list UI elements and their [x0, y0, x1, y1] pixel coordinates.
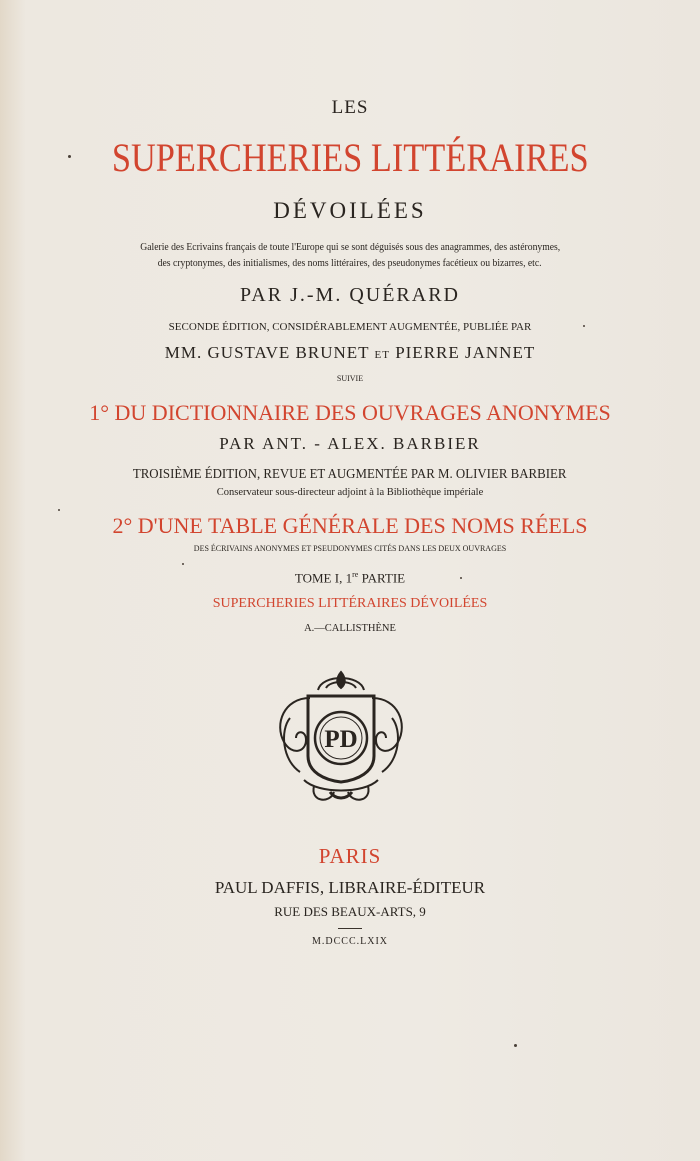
tome-sup-text: re [352, 570, 359, 579]
tome-title-text: SUPERCHERIES LITTÉRAIRES DÉVOILÉES [212, 596, 488, 611]
dictionnaire-text: 1° DU DICTIONNAIRE DES OUVRAGES ANONYMES [89, 400, 611, 425]
barbier-text: PAR ANT. - ALEX. BARBIER [219, 434, 481, 453]
gallery-line-2-text: des cryptonymes, des initialismes, des noms littéraires, des pseudonymes facétieux ou bizarres, etc. [158, 258, 542, 269]
title-les [0, 98, 700, 117]
divider [338, 928, 362, 929]
address-text: RUE DES BEAUX-ARTS, 9 [274, 904, 426, 919]
main-title [0, 135, 700, 180]
table-sub-text: DES ÉCRIVAINS ANONYMES ET PSEUDONYMES CITÉS DANS LES DEUX OUVRAGES [193, 544, 507, 553]
author-text: PAR J.-M. QUÉRARD [240, 284, 460, 306]
editors-et-text: ET [374, 349, 390, 361]
tome-line [0, 571, 700, 584]
conservateur-text: Conservateur sous-directeur adjoint à la Bibliothèque impériale [216, 487, 484, 498]
suivie-text: SUIVIE [336, 374, 364, 383]
publisher-emblem-icon [270, 668, 412, 806]
range-text: A.—CALLISTHÈNE [304, 623, 396, 634]
editors-line [0, 344, 700, 361]
dictionnaire-line [0, 402, 700, 424]
tome-a-text: TOME I, 1 [294, 570, 353, 586]
paper-speck [583, 325, 585, 327]
range-line [0, 624, 700, 635]
paper-speck [460, 577, 462, 579]
main-title-text: SUPERCHERIES LITTÉRAIRES [111, 135, 589, 180]
year-text: M.DCCC.LXIX [311, 936, 388, 947]
barbier-line [0, 435, 700, 452]
third-edition-text: TROISIÈME ÉDITION, REVUE ET AUGMENTÉE PAR M. OLIVIER BARBIER [133, 467, 567, 482]
conservateur-line [0, 488, 700, 499]
table-sub-line [0, 545, 700, 553]
paper-speck [182, 563, 184, 565]
paper-speck [514, 1044, 517, 1047]
title-devoilees [0, 199, 700, 222]
gallery-line-1-text: Galerie des Ecrivains français de toute l'Europe qui se sont déguisés sous des anagrammes, des astéronymes, [140, 242, 560, 253]
tome-b-text: PARTIE [358, 570, 406, 586]
editors-b-text: PIERRE JANNET [395, 343, 536, 362]
second-edition-text: SECONDE ÉDITION, CONSIDÉRABLEMENT AUGMENTÉE, PUBLIÉE PAR [168, 321, 532, 333]
publisher-line [0, 879, 700, 896]
paper-speck [68, 155, 71, 158]
third-edition-line [0, 468, 700, 482]
title-les-text: LES [331, 97, 369, 118]
city-line [0, 846, 700, 867]
gallery-line-1 [0, 243, 700, 254]
author-line [0, 285, 700, 305]
table-line [0, 515, 700, 537]
city-text: PARIS [318, 844, 382, 868]
editors-a-text: MM. GUSTAVE BRUNET [164, 343, 370, 362]
suivie-line [0, 375, 700, 383]
table-text: 2° D'UNE TABLE GÉNÉRALE DES NOMS RÉELS [112, 513, 588, 538]
publisher-text: PAUL DAFFIS, LIBRAIRE-ÉDITEUR [214, 878, 486, 897]
emblem-monogram: PD [324, 726, 358, 753]
tome-title-line [0, 597, 700, 611]
gallery-line-2 [0, 259, 700, 270]
title-devoilees-text: DÉVOILÉES [273, 198, 427, 223]
address-line [0, 905, 700, 918]
paper-speck [58, 509, 60, 511]
second-edition-line [0, 322, 700, 333]
year-line [0, 937, 700, 947]
